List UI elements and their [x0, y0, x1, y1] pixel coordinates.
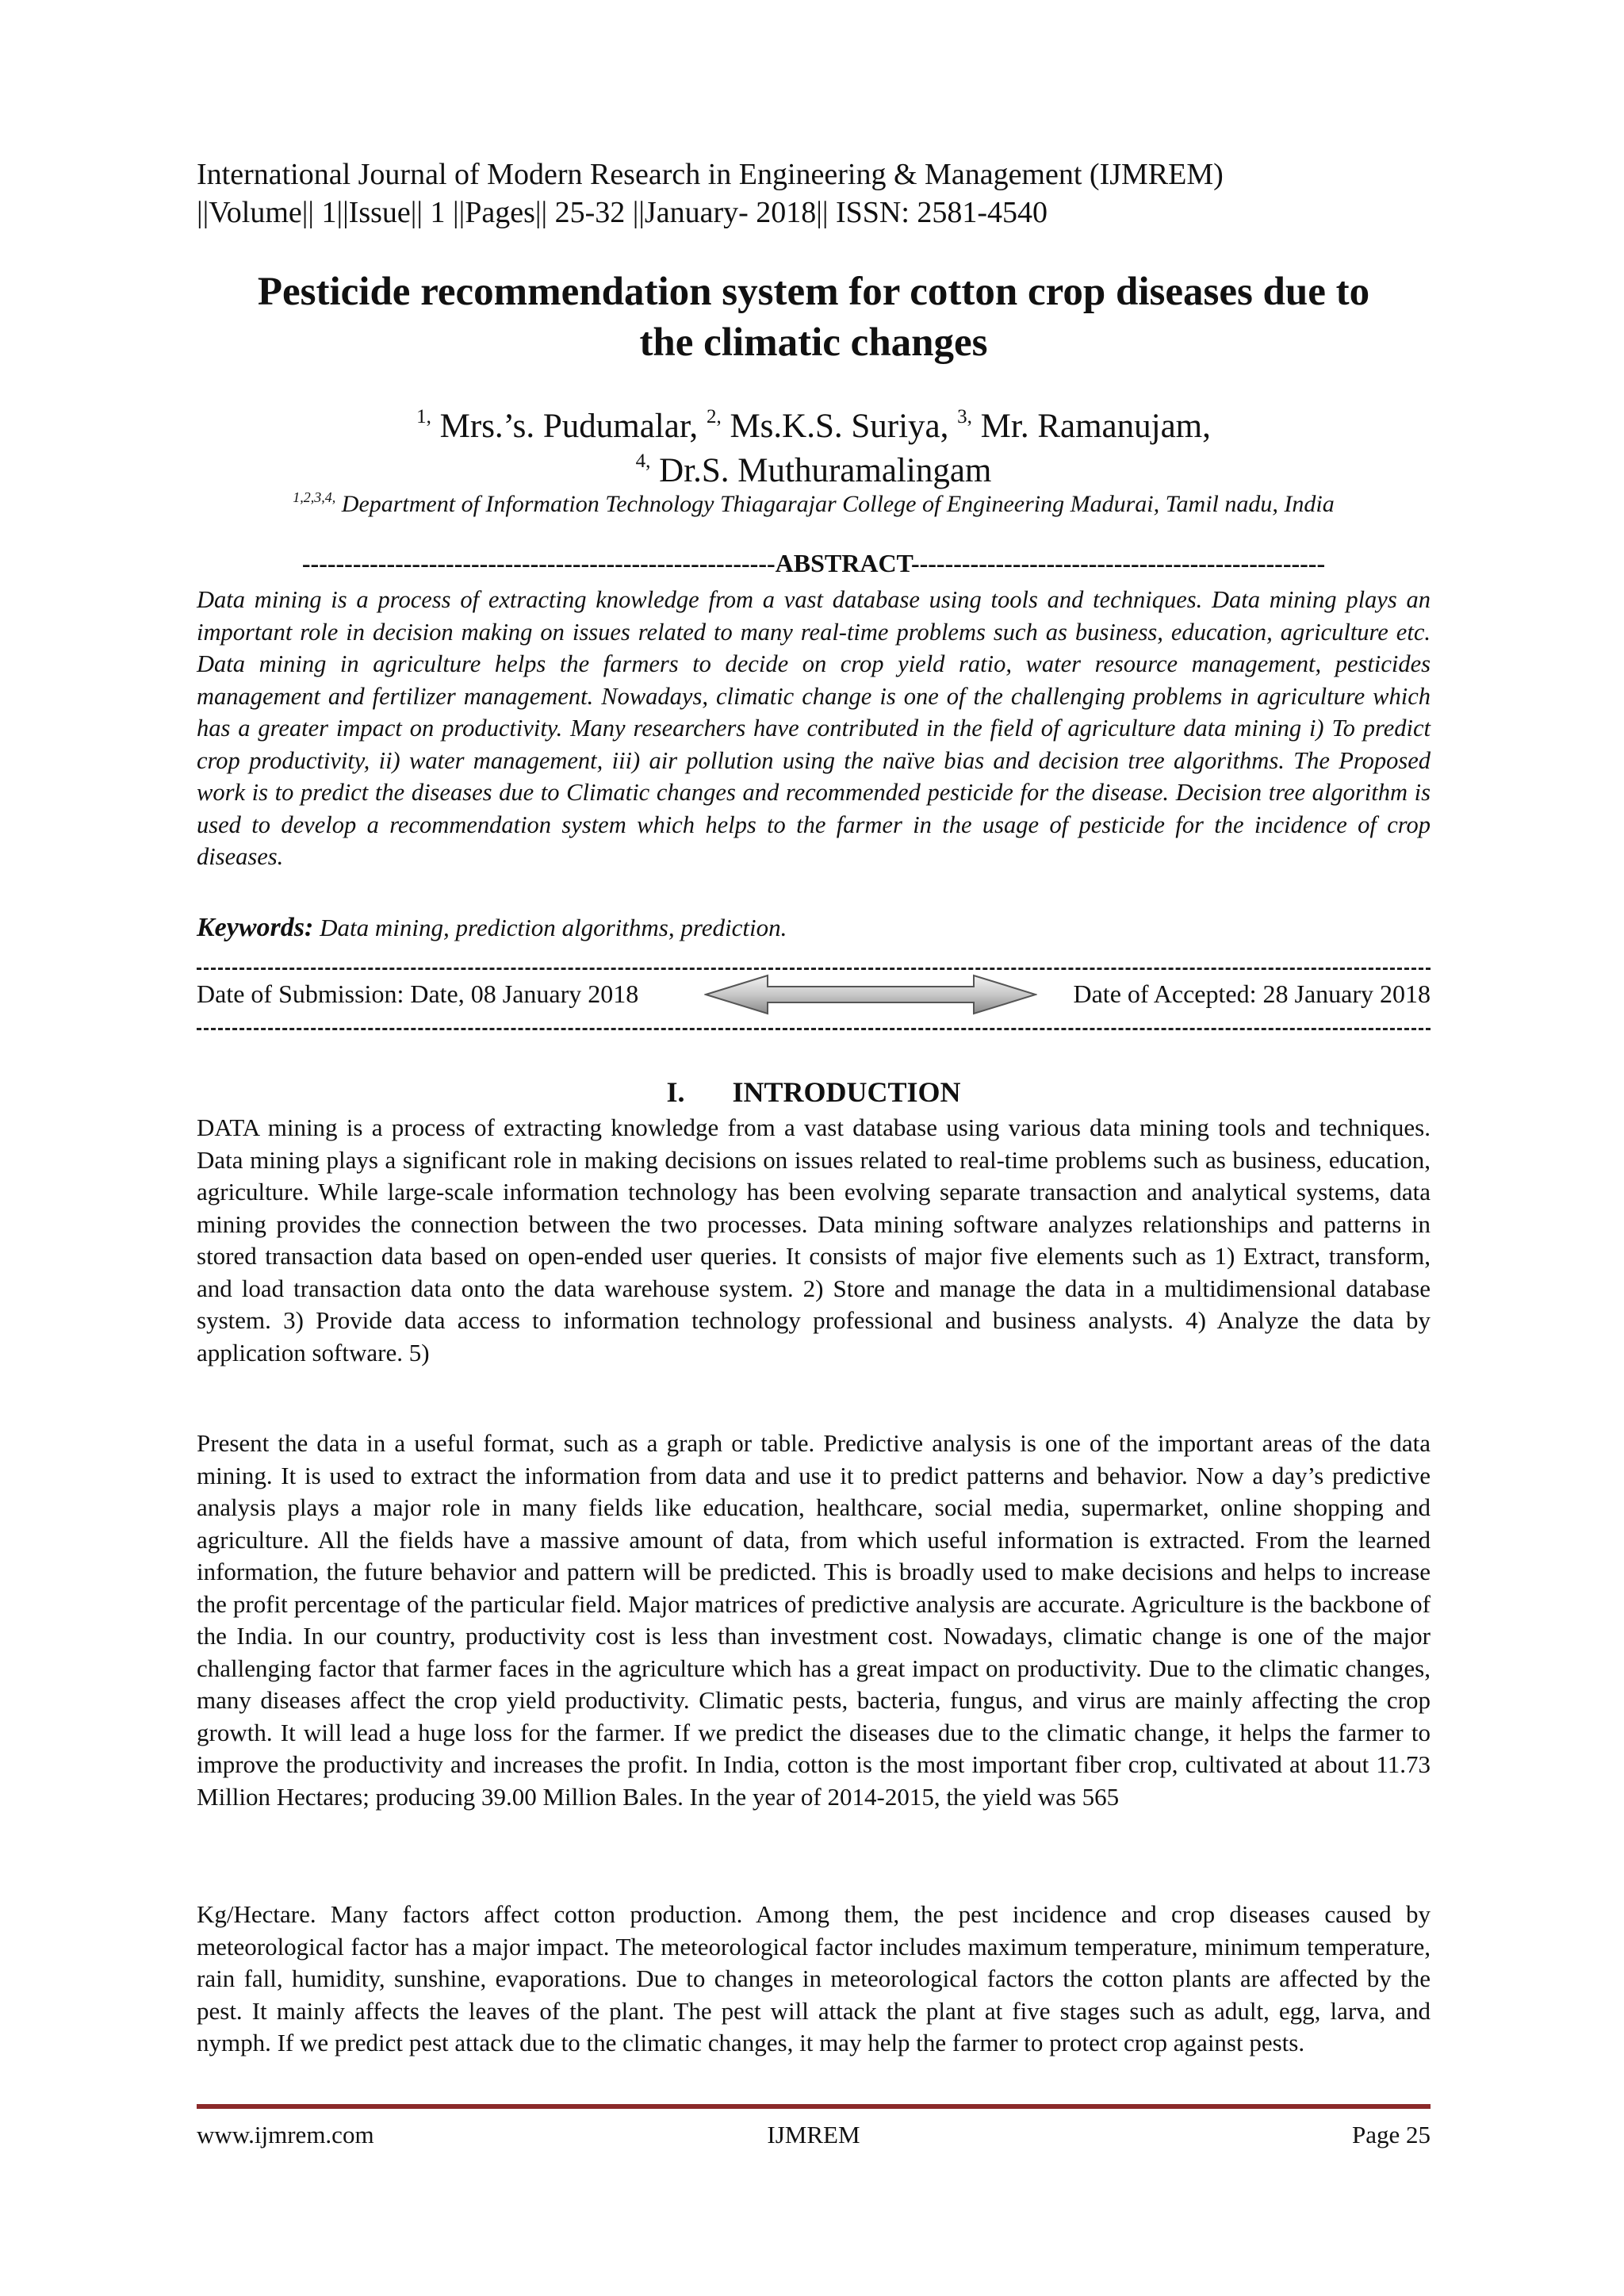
footer-website-link[interactable]: www.ijmrem.com — [197, 2121, 374, 2148]
dashed-rule-bottom — [197, 1028, 1431, 1030]
journal-line-2: ||Volume|| 1||Issue|| 1 ||Pages|| 25-32 ||January- 2018|| ISSN: 2581-4540 — [197, 196, 1048, 229]
abstract-heading — [197, 547, 1431, 579]
keywords — [197, 912, 1431, 944]
author-4: Dr.S. Muthuramalingam — [659, 452, 992, 489]
author-4-sup: 4, — [635, 450, 651, 472]
paper-title — [197, 266, 1431, 368]
section-heading — [197, 1074, 1431, 1110]
author-list — [197, 404, 1431, 493]
accepted-date: Date of Accepted: 28 January 2018 — [1073, 979, 1431, 1008]
footer-rule — [197, 2104, 1431, 2109]
affiliation-sup: 1,2,3,4, — [293, 489, 336, 505]
author-1-sup: 1, — [416, 406, 431, 427]
section-number: I. — [666, 1076, 685, 1108]
author-3: Mr. Ramanujam, — [980, 408, 1211, 445]
abstract-dashes-left: -------------------------------------------------------- — [301, 549, 776, 577]
submission-date: Date of Submission: Date, 08 January 2018 — [197, 979, 639, 1008]
page-footer — [197, 2119, 1431, 2152]
keywords-label: Keywords: — [197, 913, 314, 942]
affiliation — [197, 489, 1431, 520]
footer-journal: IJMREM — [767, 2121, 860, 2148]
dashed-rule-top — [197, 968, 1431, 970]
title-line-2: the climatic changes — [639, 320, 988, 365]
double-arrow-icon — [704, 972, 1037, 1017]
abstract-dashes-right: ------------------------------------------------- — [910, 549, 1326, 577]
authors-line-1 — [197, 404, 1431, 449]
abstract-text: Data mining is a process of extracting knowledge from a vast database using tools and techniques. Data mining plays an important role in decision making on issues related to many real-time problems such as business, education, agriculture etc. Data mining in agriculture helps the farmers to decide on crop yield ratio, water resource management, pesticides management and fertilizer management. Nowadays, climatic change is one of the challenging problems in agriculture which has a greater impact on productivity. Many researchers have contributed in the field of agriculture data mining i) To predict crop productivity, ii) water management, iii) air pollution using the naïve bias and decision tree algorithms. The Proposed work is to predict the diseases due to Climatic changes and recommended pesticide for the disease. Decision tree algorithm is used to develop a recommendation system which helps to the farmer in the usage of pesticide for the incidence of crop diseases. — [197, 586, 1431, 870]
authors-line-2 — [197, 449, 1431, 493]
journal-line-1: International Journal of Modern Research in Engineering & Management (IJMREM) — [197, 158, 1224, 191]
author-3-sup: 3, — [957, 406, 972, 427]
intro-paragraph-2: Present the data in a useful format, such as a graph or table. Predictive analysis is one of the important areas of the data mining. It is used to extract the information from data and use it to predict patterns and behavior. Now a day’s predictive analysis plays a major role in many fields like education, healthcare, social media, supermarket, online shopping and agriculture. All the fields have a massive amount of data, from which useful information is extracted. From the learned information, the future behavior and pattern will be predicted. This is broadly used to make decisions and helps to increase the profit percentage of the particular field. Major matrices of predictive analysis are accurate. Agriculture is the backbone of the India. In our country, productivity cost is less than investment cost. Nowadays, climatic change is one of the major challenging factor that farmer faces in the agriculture which has a great impact on productivity. Due to the climatic changes, many diseases affect the crop yield productivity. Climatic pests, bacteria, fungus, and virus are mainly affecting the crop growth. It will lead a huge loss for the farmer. If we predict the diseases due to the climatic change, it helps the farmer to improve the productivity and increases the profit. In India, cotton is the most important fiber crop, cultivated at about 11.73 Million Hectares; producing 39.00 Million Bales. In the year of 2014-2015, the yield was 565 — [197, 1429, 1431, 1811]
footer-page-number: Page 25 — [1351, 2121, 1431, 2148]
affiliation-text: Department of Information Technology Thiagarajar College of Engineering Madurai, Tamil nadu, India — [341, 491, 1335, 517]
dates-row — [197, 977, 1431, 1014]
author-1: Mrs.’s. Pudumalar, — [439, 408, 699, 445]
title-line-1: Pesticide recommendation system for cotton crop diseases due to — [257, 270, 1370, 314]
intro-paragraph-1: DATA mining is a process of extracting knowledge from a vast database using various data mining tools and techniques. Data mining plays a significant role in making decisions on issues related to real-time problems such as business, education, agriculture. While large-scale information technology has been evolving separate transaction and analytical systems, data mining provides the connection between the two processes. Data mining software analyzes relationships and patterns in stored transaction data based on open-ended user queries. It consists of major five elements such as 1) Extract, transform, and load transaction data onto the data warehouse system. 2) Store and manage the data in a multidimensional database system. 3) Provide data access to information technology professional and business analysts. 4) Analyze the data by application software. 5) — [197, 1114, 1431, 1366]
author-2-sup: 2, — [706, 406, 722, 427]
section-title: INTRODUCTION — [732, 1076, 961, 1108]
journal-header — [197, 155, 1431, 232]
intro-paragraph-3: Kg/Hectare. Many factors affect cotton production. Among them, the pest incidence and crop diseases caused by meteorological factor has a major impact. The meteorological factor includes maximum temperature, minimum temperature, rain fall, humidity, sunshine, evaporations. Due to changes in meteorological factors the cotton plants are affected by the pest. It mainly affects the leaves of the plant. The pest will attack the plant at five stages such as adult, egg, larva, and nymph. If we predict pest attack due to the climatic changes, it may help the farmer to protect crop against pests. — [197, 1900, 1431, 2056]
author-2: Ms.K.S. Suriya, — [730, 408, 949, 445]
abstract-heading-text: ABSTRACT — [775, 549, 911, 577]
keywords-value: Data mining, prediction algorithms, prediction. — [320, 914, 787, 941]
